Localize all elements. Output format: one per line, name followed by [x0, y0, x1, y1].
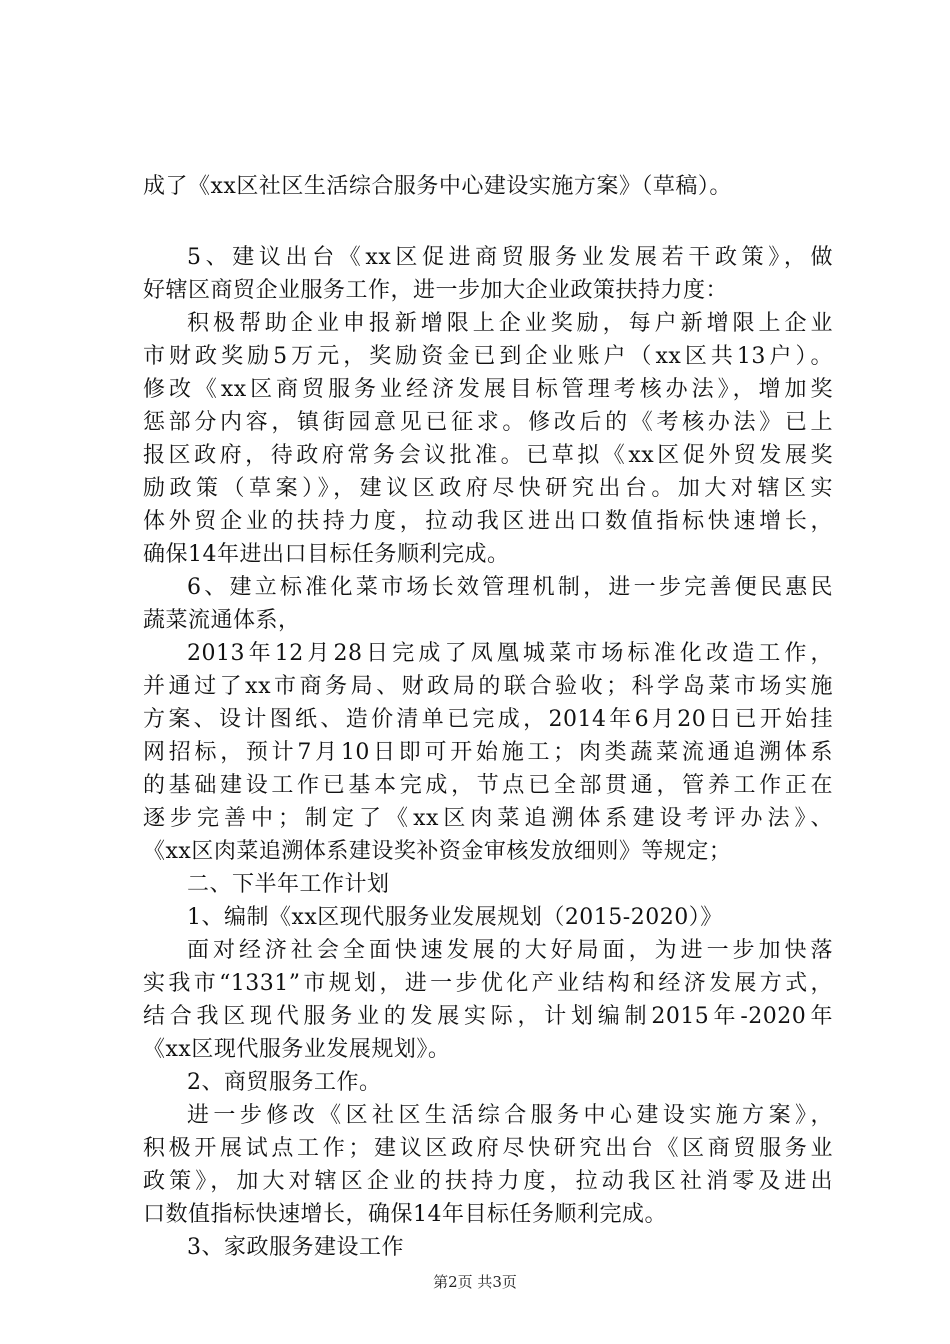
text-line: 好辖区商贸企业服务工作，进一步加大企业政策扶持力度： — [143, 278, 729, 303]
text-line: 进一步修改《区社区生活综合服务中心建设实施方案》， — [187, 1103, 833, 1128]
paragraph — [143, 571, 833, 637]
text-line: 成了《xx区社区生活综合服务中心建设实施方案》（草稿）。 — [143, 174, 732, 199]
text-line: 修改《xx区商贸服务业经济发展目标管理考核办法》，增加奖 — [143, 377, 833, 402]
paragraph — [143, 170, 833, 203]
text-line: 网招标，预计7月10日即可开始施工；肉类蔬菜流通追溯体系 — [143, 740, 833, 765]
text-line: 二、下半年工作计划 — [187, 872, 390, 897]
paragraph — [143, 1066, 833, 1099]
paragraph — [143, 934, 833, 1066]
text-line: 结合我区现代服务业的发展实际，计划编制2015年-2020年 — [143, 1004, 833, 1029]
text-line: 3、家政服务建设工作 — [187, 1235, 404, 1260]
text-line: 励政策（草案）》，建议区政府尽快研究出台。加大对辖区实 — [143, 476, 833, 501]
paragraph-gap — [143, 203, 833, 241]
text-line: 口数值指标快速增长，确保14年目标任务顺利完成。 — [143, 1202, 667, 1227]
text-line: 2013年12月28日完成了凤凰城菜市场标准化改造工作， — [187, 641, 833, 666]
text-line: 方案、设计图纸、造价清单已完成，2014年6月20日已开始挂 — [143, 707, 833, 732]
text-line: 《xx区肉菜追溯体系建设奖补资金审核发放细则》等规定； — [143, 839, 732, 864]
text-line: 面对经济社会全面快速发展的大好局面，为进一步加快落 — [187, 938, 833, 963]
text-line: 积极开展试点工作；建议区政府尽快研究出台《区商贸服务业 — [143, 1136, 833, 1161]
page-footer — [0, 1272, 950, 1292]
text-line: 蔬菜流通体系， — [143, 608, 301, 633]
text-line: 市财政奖励5万元，奖励资金已到企业账户（xx区共13户）。 — [143, 344, 833, 369]
text-line: 的基础建设工作已基本完成，节点已全部贯通，管养工作正在 — [143, 773, 833, 798]
text-line: 《xx区现代服务业发展规划》。 — [143, 1037, 451, 1062]
text-line: 实我市“1331”市规划，进一步优化产业结构和经济发展方式， — [143, 971, 833, 996]
text-line: 报区政府，待政府常务会议批准。已草拟《xx区促外贸发展奖 — [143, 443, 833, 468]
text-line: 积极帮助企业申报新增限上企业奖励，每户新增限上企业 — [187, 311, 833, 336]
text-line: 5、建议出台《xx区促进商贸服务业发展若干政策》，做 — [187, 245, 833, 270]
text-line: 并通过了xx市商务局、财政局的联合验收；科学岛菜市场实施 — [143, 674, 833, 699]
text-line: 确保14年进出口目标任务顺利完成。 — [143, 542, 510, 567]
paragraph — [143, 1099, 833, 1231]
text-line: 体外贸企业的扶持力度，拉动我区进出口数值指标快速增长， — [143, 509, 833, 534]
page-number-label: 第2页 共3页 — [433, 1273, 517, 1291]
paragraph — [143, 637, 833, 868]
paragraph — [143, 241, 833, 307]
text-line: 惩部分内容，镇街园意见已征求。修改后的《考核办法》已上 — [143, 410, 833, 435]
section-heading — [143, 868, 833, 901]
paragraph — [143, 1231, 833, 1264]
text-line: 2、商贸服务工作。 — [187, 1070, 382, 1095]
text-line: 政策》，加大对辖区企业的扶持力度，拉动我区社消零及进出 — [143, 1169, 833, 1194]
paragraph — [143, 307, 833, 571]
paragraph — [143, 901, 833, 934]
document-body — [143, 170, 833, 1264]
text-line: 逐步完善中；制定了《xx区肉菜追溯体系建设考评办法》、 — [143, 806, 833, 831]
text-line: 6、建立标准化菜市场长效管理机制，进一步完善便民惠民 — [187, 575, 833, 600]
text-line: 1、编制《xx区现代服务业发展规划（2015-2020）》 — [187, 905, 723, 930]
